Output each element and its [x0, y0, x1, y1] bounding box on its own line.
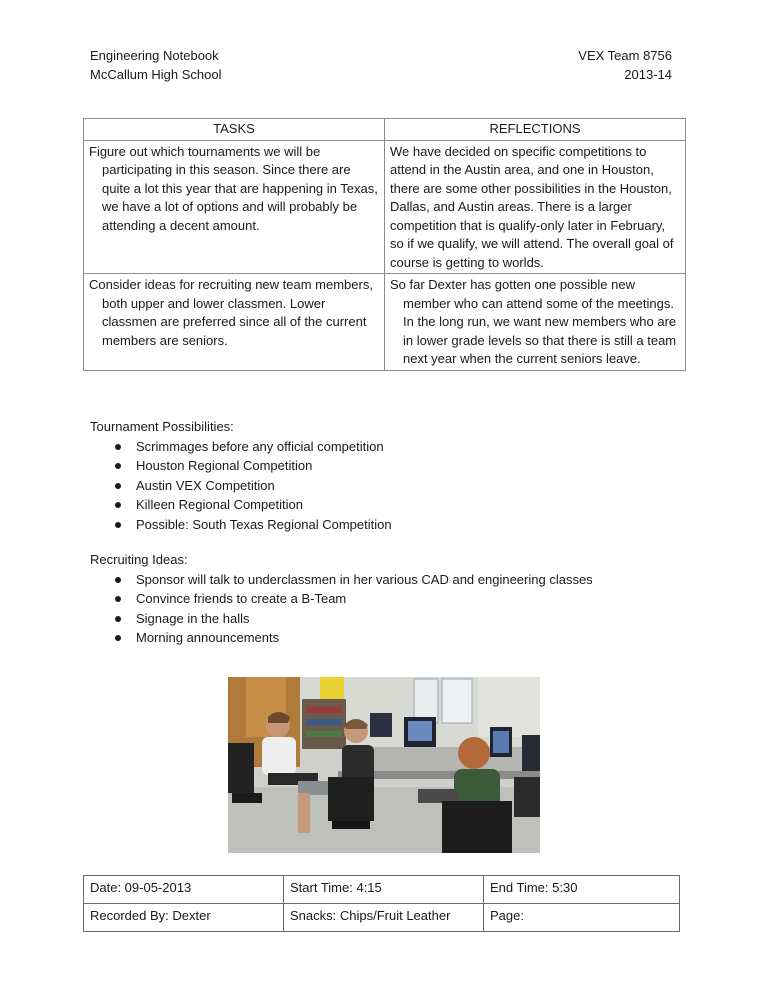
- page-cell: Page:: [484, 904, 680, 932]
- recorded-by-cell: Recorded By: Dexter: [84, 904, 284, 932]
- list-item-text: Convince friends to create a B-Team: [136, 591, 347, 606]
- list-item: [90, 589, 593, 609]
- list-item-text: Houston Regional Competition: [136, 458, 313, 473]
- tasks-column-header: TASKS: [84, 119, 385, 141]
- bullet-icon: [115, 502, 121, 508]
- table-header-row: [84, 119, 686, 141]
- team-meeting-photo: [228, 677, 540, 853]
- list-item-text: Possible: South Texas Regional Competition: [136, 516, 392, 532]
- header-right: [578, 46, 672, 84]
- session-info-table: [83, 875, 680, 932]
- bullet-icon: [115, 616, 121, 622]
- season-year: 2013-14: [624, 67, 672, 82]
- bullet-icon: [115, 444, 121, 450]
- bullet-icon: [115, 483, 121, 489]
- list-item: [90, 515, 392, 535]
- list-item: [90, 495, 392, 515]
- header-left: [90, 46, 222, 84]
- tasks-reflections-table: [83, 118, 686, 371]
- bullet-icon: [115, 577, 121, 583]
- list-item: [90, 628, 593, 648]
- recruiting-title: Recruiting Ideas:: [90, 552, 188, 567]
- list-item-text: Morning announcements: [136, 630, 280, 645]
- team-name: VEX Team 8756: [578, 48, 672, 63]
- bullet-icon: [115, 522, 121, 528]
- bullet-icon: [115, 635, 121, 641]
- list-item-text: Austin VEX Competition: [136, 477, 275, 493]
- end-time-cell: End Time: 5:30: [484, 876, 680, 904]
- task-cell: Figure out which tournaments we will be participating in this season. Since there are quite a lot this year that are happening in Texas, we have a lot of options and will probably be attending a decent amount.: [84, 140, 385, 274]
- recruiting-list: [90, 570, 593, 648]
- start-time-cell: Start Time: 4:15: [284, 876, 484, 904]
- bullet-icon: [115, 463, 121, 469]
- list-item: [90, 437, 392, 457]
- table-row: [84, 904, 680, 932]
- list-item-text: Signage in the halls: [136, 610, 250, 626]
- tournament-list: [90, 437, 392, 535]
- list-item: [90, 476, 392, 496]
- snacks-cell: Snacks: Chips/Fruit Leather: [284, 904, 484, 932]
- tournament-section: [90, 417, 392, 534]
- list-item-text: Killeen Regional Competition: [136, 497, 303, 512]
- table-row: [84, 140, 686, 274]
- list-item: [90, 456, 392, 476]
- team-photo-illustration: [228, 677, 540, 853]
- list-item-text: Sponsor will talk to underclassmen in her various CAD and engineering classes: [136, 571, 593, 587]
- reflections-column-header: REFLECTIONS: [385, 119, 686, 141]
- bullet-icon: [115, 596, 121, 602]
- table-row: [84, 876, 680, 904]
- table-row: [84, 274, 686, 371]
- notebook-title: Engineering Notebook: [90, 48, 219, 63]
- list-item: [90, 609, 593, 629]
- recruiting-section: [90, 550, 593, 648]
- task-cell: Consider ideas for recruiting new team members, both upper and lower classmen. Lower classmen are preferred since all of the current members are seniors.: [84, 274, 385, 371]
- school-name: McCallum High School: [90, 67, 222, 82]
- reflection-cell: So far Dexter has gotten one possible new member who can attend some of the meetings. In the long run, we want new members who are in lower grade levels so that there is still a team next year when the current seniors leave.: [385, 274, 686, 371]
- list-item: [90, 570, 593, 590]
- list-item-text: Scrimmages before any official competition: [136, 438, 384, 454]
- date-cell: Date: 09-05-2013: [84, 876, 284, 904]
- reflection-cell: We have decided on specific competitions to attend in the Austin area, and one in Houston, there are some other possibilities in the Houston, Dallas, and Austin areas. There is a larger competition that is qualify-only later in February, so if we qualify, we will attend. The overall goal of course is getting to worlds.: [385, 140, 686, 274]
- tournament-title: Tournament Possibilities:: [90, 419, 234, 434]
